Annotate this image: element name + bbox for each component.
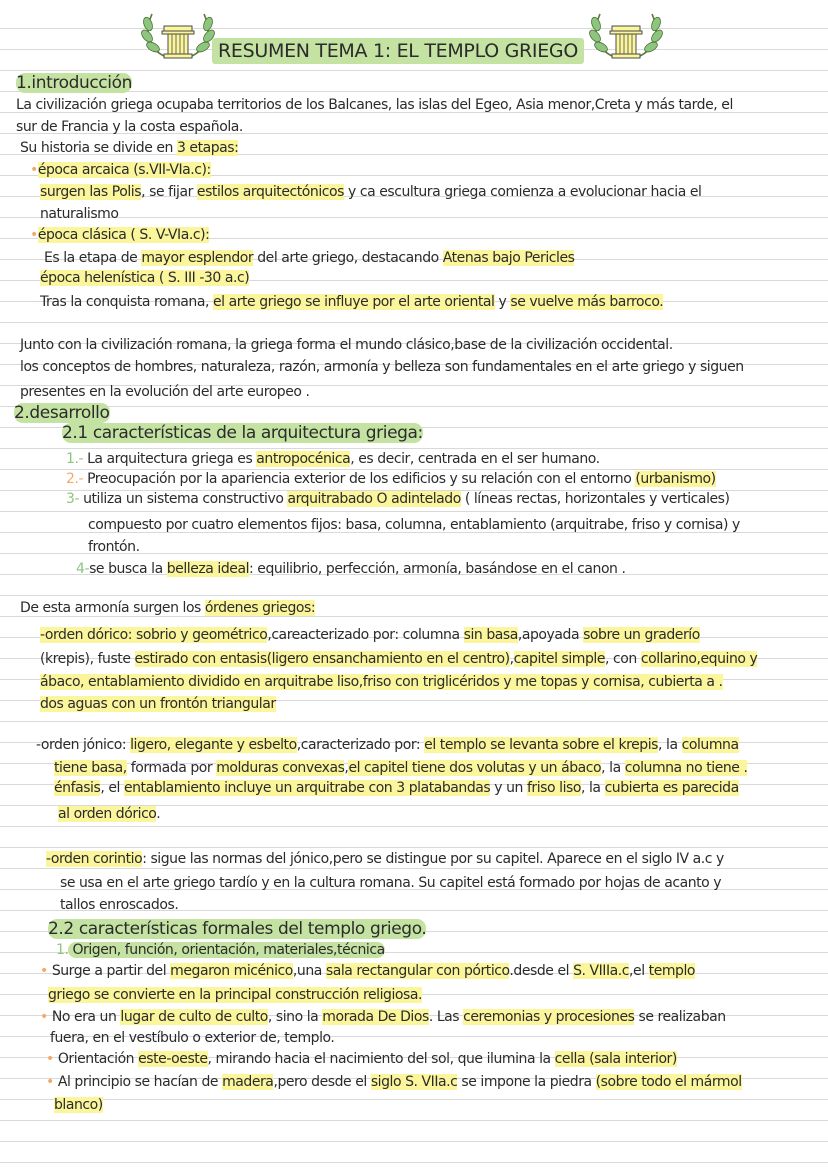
order-corinthian: tallos enroscados. — [60, 897, 179, 913]
paragraph: los conceptos de hombres, naturaleza, razón, armonía y belleza son fundamentales en el arte griego y siguen — [20, 359, 744, 375]
order-corinthian: se usa en el arte griego tardío y en la cultura romana. Su capitel está formado por hojas de acanto y — [60, 875, 722, 891]
list-item: 4-se busca la belleza ideal: equilibrio, perfección, armonía, basándose en el canon . — [76, 561, 626, 577]
section-heading-desarrollo: 2.desarrollo — [14, 403, 110, 423]
bullet-item-continuation: griego se convierte en la principal construcción religiosa. — [48, 987, 422, 1003]
subsection-heading: 2.1 características de la arquitectura griega: — [62, 423, 423, 443]
era-heading: época helenística ( S. III -30 a.c) — [40, 270, 250, 286]
page-title: RESUMEN TEMA 1: EL TEMPLO GRIEGO — [212, 38, 584, 64]
order-ionic: tiene basa, formada por molduras convexas,el capitel tiene dos volutas y un ábaco, la columna no tiene . — [54, 760, 748, 776]
paragraph: De esta armonía surgen los órdenes griegos: — [20, 600, 316, 616]
subsection-subheading: 1. Origen, función, orientación, materiales,técnica — [56, 942, 385, 958]
subsection-heading: 2.2 características formales del templo griego. — [48, 919, 427, 939]
order-ionic: -orden jónico: ligero, elegante y esbelto,caracterizado por: el templo se levanta sobre el krepis, la columna — [36, 737, 739, 753]
bullet-item: • Al principio se hacían de madera,pero desde el siglo S. VIIa.c se impone la piedra (sobre todo el mármol — [46, 1074, 742, 1090]
paragraph: Su historia se divide en 3 etapas: — [20, 140, 239, 156]
laurel-column-icon — [138, 4, 218, 64]
bullet-item: • Surge a partir del megaron micénico,una sala rectangular con pórtico.desde el S. VIIIa.c,el templo — [40, 963, 696, 979]
order-doric: dos aguas con un frontón triangular — [40, 696, 276, 712]
list-item: 3- utiliza un sistema constructivo arquitrabado O adintelado ( líneas rectas, horizontales y verticales) — [66, 491, 730, 507]
order-corinthian: -orden corintio: sigue las normas del jónico,pero se distingue por su capitel. Aparece en el siglo IV a.c y — [46, 851, 724, 867]
era-text: Es la etapa de mayor esplendor del arte griego, destacando Atenas bajo Pericles — [44, 250, 575, 266]
paragraph: La civilización griega ocupaba territorios de los Balcanes, las islas del Egeo, Asia menor,Creta y más tarde, el — [16, 97, 733, 113]
order-doric: -orden dórico: sobrio y geométrico,careacterizado por: columna sin basa,apoyada sobre un graderío — [40, 627, 700, 643]
list-item: 2.- Preocupación por la apariencia exterior de los edificios y su relación con el entorno (urbanismo) — [66, 471, 716, 487]
order-doric: (krepis), fuste estirado con entasis(ligero ensanchamiento en el centro),capitel simple, con collarino,equino y — [40, 651, 758, 667]
era-text: naturalismo — [40, 206, 119, 222]
paragraph: presentes en la evolución del arte europeo . — [20, 384, 310, 400]
bullet-item-continuation: blanco) — [54, 1097, 103, 1113]
bullet-item: • No era un lugar de culto de culto, sino la morada De Dios. Las ceremonias y procesiones se realizaban — [40, 1009, 726, 1025]
era-heading: •época arcaica (s.VII-VIa.c): — [30, 162, 211, 178]
order-ionic: al orden dórico. — [58, 806, 161, 822]
list-item: 1.- La arquitectura griega es antropocénica, es decir, centrada en el ser humano. — [66, 451, 600, 467]
order-doric: ábaco, entablamiento dividido en arquitrabe liso,friso con triglicéridos y me topas y cornisa, cubierta a . — [40, 674, 723, 690]
list-item-continuation: compuesto por cuatro elementos fijos: basa, columna, entablamiento (arquitrabe, friso y cornisa) y — [88, 517, 740, 533]
era-text: Tras la conquista romana, el arte griego se influye por el arte oriental y se vuelve más barroco. — [40, 294, 664, 310]
bullet-item: • Orientación este-oeste, mirando hacia el nacimiento del sol, que ilumina la cella (sala interior) — [46, 1051, 677, 1067]
laurel-column-icon — [586, 4, 666, 64]
paragraph: Junto con la civilización romana, la griega forma el mundo clásico,base de la civilización occidental. — [20, 337, 673, 353]
era-heading: •época clásica ( S. V-VIa.c): — [30, 227, 210, 243]
section-heading-intro: 1.introducción — [16, 73, 132, 93]
era-text: surgen las Polis, se fijar estilos arquitectónicos y ca escultura griega comienza a evolucionar hacia el — [40, 184, 702, 200]
bullet-item-continuation: fuera, en el vestíbulo o exterior de, templo. — [50, 1030, 335, 1046]
list-item-continuation: frontón. — [88, 539, 140, 555]
order-ionic: énfasis, el entablamiento incluye un arquitrabe con 3 platabandas y un friso liso, la cubierta es parecida — [54, 780, 739, 796]
paragraph: sur de Francia y la costa española. — [16, 119, 243, 135]
